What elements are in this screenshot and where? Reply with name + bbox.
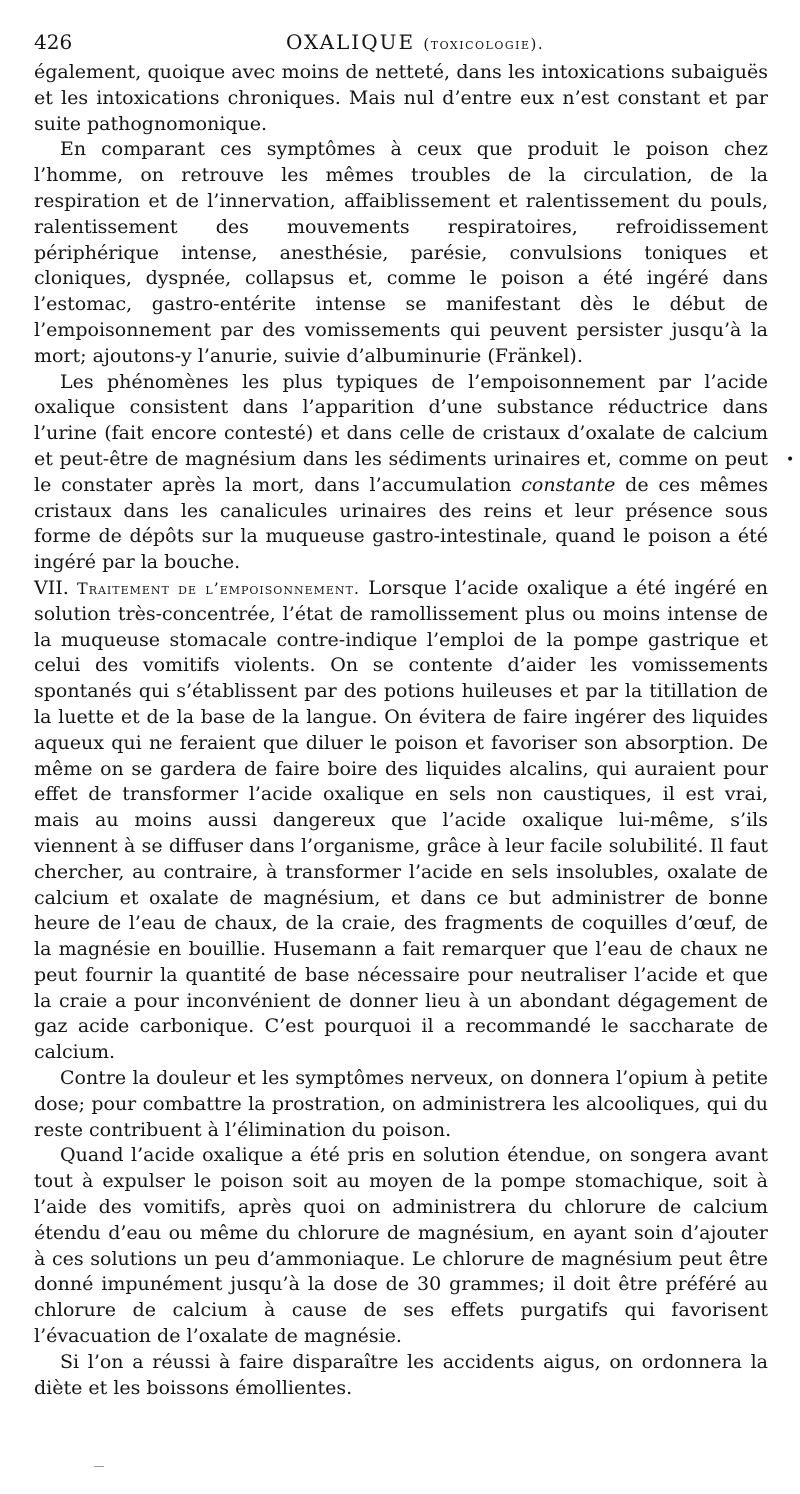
paragraph-diet: Si l’on a réussi à faire disparaître les accidents aigus, on ordonnera la diète et les boissons émollientes. bbox=[34, 1350, 768, 1399]
running-header bbox=[34, 26, 768, 60]
section-text: Lorsque l’acide oxalique a été ingéré en solution très-concentrée, l’état de ramollissement plus ou moins intense de la muqueuse stomacale contre-indique l’emploi de la pompe gastrique et celui des vomitifs violents. On se contente d’aider les vomissements spontanés qui s’établissent par des potions huileuses et par la titillation de la luette et de la base de la langue. On évitera de faire ingérer des liquides aqueux qui ne feraient que diluer le poison et favoriser son absorption. De même on se gardera de faire boire des liquides alcalins, qui auraient pour effet de transformer l’acide oxalique en sels non caustiques, il est vrai, mais au moins aussi dangereux que l’acide oxalique lui-même, s’ils viennent à se diffuser dans l’organisme, grâce à leur facile solubilité. Il faut chercher, au contraire, à transformer l’acide en sels insolubles, oxalate de calcium et oxalate de magnésium, et dans ce but administrer de bonne heure de l’eau de chaux, de la craie, des fragments de coquilles d’œuf, de la magnésie en bouillie. Husemann a fait remarquer que l’eau de chaux ne peut fournir la quantité de base nécessaire pour neutraliser l’acide et que la craie a pour inconvénient de donner lieu à un abondant dégagement de gaz acide carbonique. C’est pourquoi il a recommandé le saccharate de calcium. bbox=[34, 576, 768, 1064]
section-title: Traitement de l’empoisonnement. bbox=[77, 578, 360, 598]
paragraph-dilute-solution: Quand l’acide oxalique a été pris en solution étendue, on songera avant tout à expulser le poison soit au moyen de la pompe stomachique, soit à l’aide des vomitifs, après quoi on administrera du chlorure de calcium étendu d’eau ou même du chlorure de magnésium, en ayant soin d’ajouter à ces solutions un peu d’ammoniaque. Le chlorure de magnésium peut être donné impunément jusqu’à la dose de 30 grammes; il doit être préféré au chlorure de calcium à cause de ses effets purgatifs qui favorisent l’évacuation de l’oxalate de magnésie. bbox=[34, 1144, 768, 1348]
running-title-main: OXALIQUE bbox=[286, 30, 416, 54]
footer-mark bbox=[94, 1466, 104, 1467]
paragraph-pain-treatment: Contre la douleur et les symptômes nerveux, on donnera l’opium à petite dose; pour combattre la prostration, on administrera les alcooliques, qui du reste contribuent à l’élimination du poison. bbox=[34, 1067, 768, 1141]
section-number: VII. bbox=[34, 576, 69, 599]
paragraph-text-before: Les phénomènes les plus typiques de l’empoisonnement par l’acide oxalique consistent dans l’apparition d’une substance réductrice dans l’urine (fait encore contesté) et dans celle de cristaux d’oxalate de calcium et peut-être de magnésium dans les sédiments urinaires et, comme on peut le constater après la mort, dans l’accumulation bbox=[34, 370, 768, 496]
book-page bbox=[34, 26, 768, 1401]
running-title bbox=[286, 30, 544, 54]
body-text bbox=[34, 60, 768, 1401]
margin-mark: • bbox=[786, 452, 795, 468]
emphasis-constante: constante bbox=[521, 473, 616, 496]
paragraph-continuation: également, quoique avec moins de netteté, dans les intoxications subaiguës et les intoxications chroniques. Mais nul d’entre eux n’est constant et par suite pathognomonique. bbox=[34, 61, 768, 135]
page-number: 426 bbox=[34, 30, 73, 54]
paragraph-treatment-section bbox=[34, 576, 768, 1066]
paragraph-typical-phenomena bbox=[34, 370, 768, 576]
paragraph-symptom-comparison: En comparant ces symptômes à ceux que produit le poison chez l’homme, on retrouve les mêmes troubles de la circulation, de la respiration et de l’innervation, affaiblissement et ralentissement du pouls, ralentissement des mouvements respiratoires, refroidissement périphérique intense, anesthésie, parésie, convulsions toniques et cloniques, dyspnée, collapsus et, comme le poison a été ingéré dans l’estomac, gastro-entérite intense se manifestant dès le début de l’empoisonnement par des vomissements qui peuvent persister jusqu’à la mort; ajoutons-y l’anurie, suivie d’albuminurie (Fränkel). bbox=[34, 138, 768, 367]
running-title-sub: (toxicologie). bbox=[423, 35, 545, 53]
paragraph-text-after: de ces mêmes cristaux dans les canalicules urinaires des reins et leur présence sous forme de dépôts sur la muqueuse gastro-intestinale, quand le poison a été ingéré par la bouche. bbox=[34, 473, 768, 574]
